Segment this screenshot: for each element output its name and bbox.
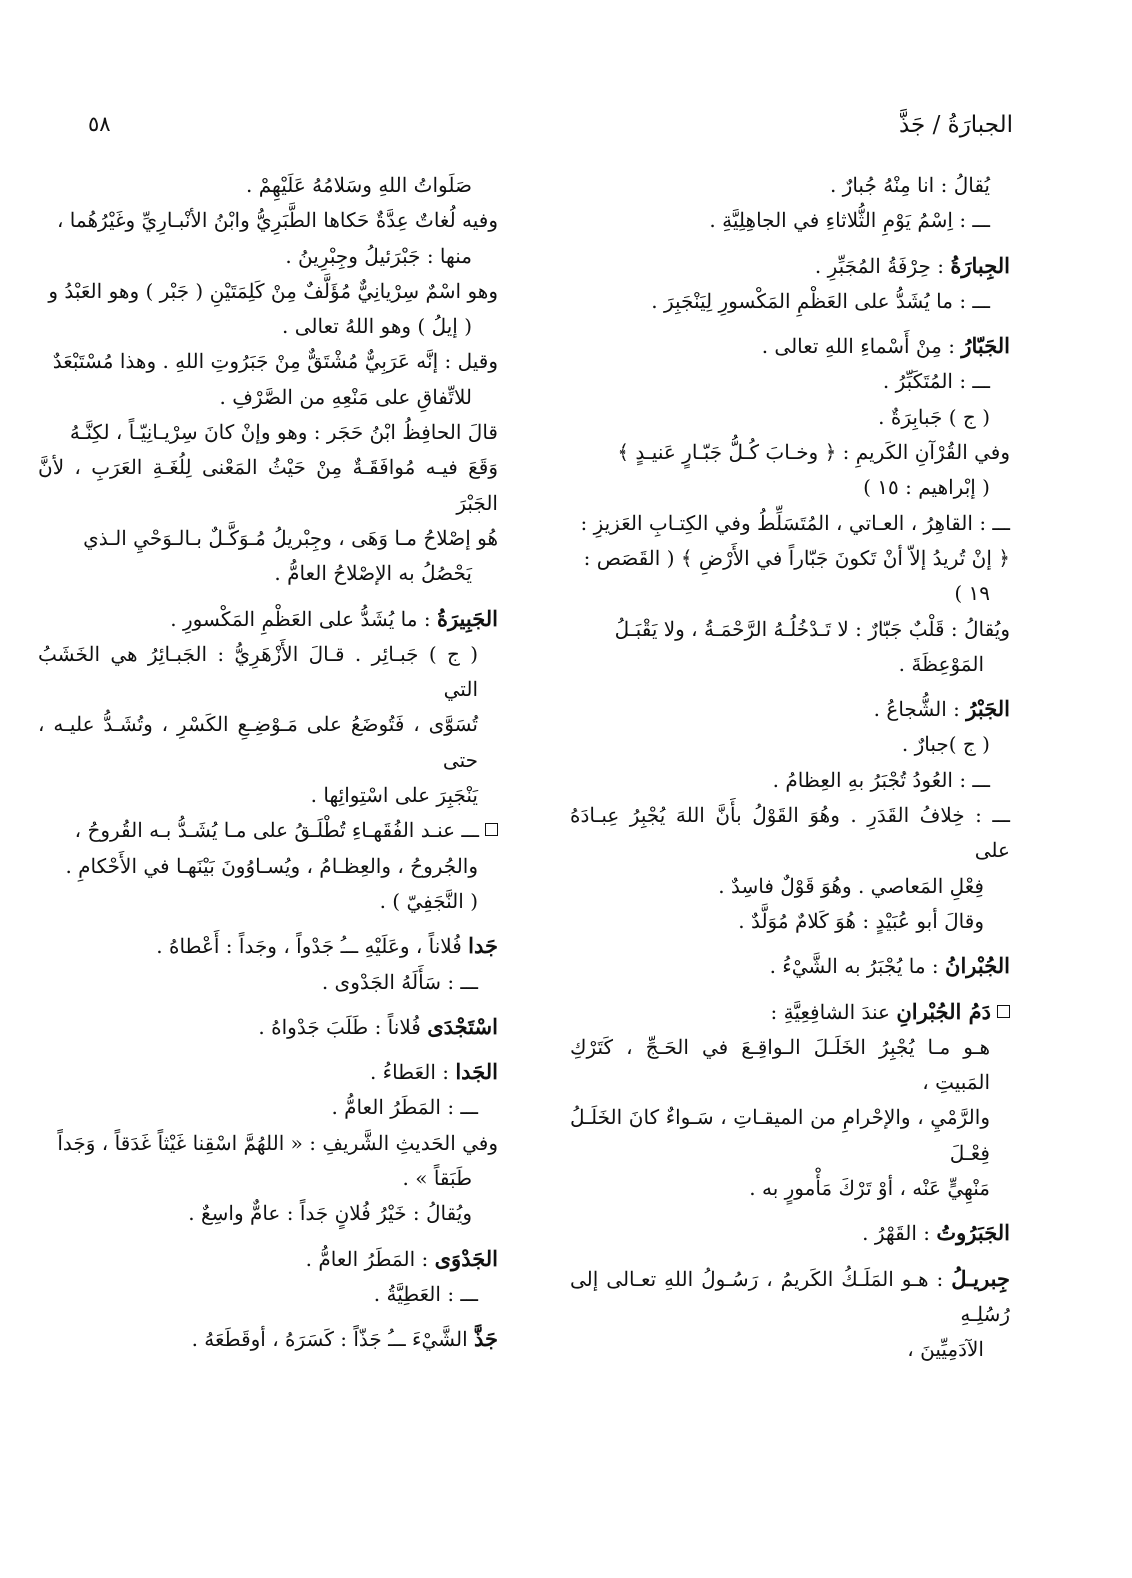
definition-text: والرَّمْيِ ، والإحْرامِ من الميقـاتِ ، سَـواءٌ كانَ الخَلَـلُ فِعْـلَ [570,1105,990,1165]
dictionary-entry [38,1009,498,1045]
entry-line [38,778,498,813]
definition-text: : مِنْ أَسْماءِ اللهِ تعالى . [761,334,962,359]
entry-line [38,813,498,848]
definition-text: ( ج ) جَبابِرَةٌ . [878,404,990,429]
entry-line [570,691,1010,727]
definition-text: ـــ : العُودُ تُجْبَرُ بهِ العِظامُ . [772,767,990,792]
dictionary-entry [570,994,1010,1207]
entry-line [38,1126,498,1161]
headword: دَمُ الجُبْرانِ [896,998,991,1024]
entry-line [570,400,1010,435]
square-marker-icon [485,823,498,836]
definition-text: للاتِّفاقِ على مَنْعِهِ من الصَّرْفِ . [219,384,472,409]
definition-text: يَحْصُلُ به الإصْلاحُ العامُّ . [274,561,472,586]
definition-text: هُو إصْلاحُ مـا وَهَى ، وجِبْريلُ مُـوَكَّـلٌ بـالـوَحْيِ الـذي [83,525,498,550]
definition-text: صَلَواتُ اللهِ وسَلامُهُ عَلَيْهِمْ . [245,173,472,197]
definition-text: ـــ عنـد الفُقَهـاءِ تُطْلَـقُ على مـا يُشَـدُّ بـه القُروحُ ، [74,818,479,843]
definition-text: ١٩ ) [954,581,990,606]
definition-text: وفيه لُغاتٌ عِدَّةٌ حَكاها الطَّبَرِيُّ وابْنُ الأنْبـارِيِّ وغَيْرُهُما ، [56,208,498,233]
dictionary-entry [38,601,498,920]
definition-text: الآدَمِيِّينَ ، [907,1337,984,1362]
definition-text: فُلاناً ، وعَلَيْهِ ـــُ جَدْواً ، وجَداً : أَعْطاهُ . [156,934,469,959]
headword: جَدا [468,933,498,959]
entry-line [38,1277,498,1312]
definition-text: ـــ : القاهِرُ ، العـاتي ، المُتَسَلِّطُ وفي الكِتـابِ العَزيزِ : [580,510,1010,535]
entry-line [570,328,1010,364]
definition-text: ويُقالُ : قَلْبٌ جَبّارٌ : لا تَـدْخُلُـهُ الرَّحْمَـةُ ، ولا يَقْبَـلُ [614,616,1010,641]
definition-text: هـو مـا يُجْبِرُ الخَلَـلَ الـواقِـعَ في الحَـجِّ ، كَتَرْكِ المَبيتِ ، [570,1034,990,1095]
entry-line [570,168,1010,203]
entry-line [38,849,498,884]
entry-line [38,415,498,450]
definition-text: ـــ : العَطِيَّةُ . [373,1281,478,1306]
headword: الجَبْرُ [966,696,1010,722]
entry-line [570,612,1010,647]
definition-text: المَوْعِظَةَ . [898,651,984,676]
definition-text: ـــ : اِسْمُ يَوْمِ الثُّلاثاءِ في الجاهِلِيَّةِ . [709,208,990,233]
running-head: الجبارَةُ / جَذَّ [898,112,1013,138]
definition-text: ( ج ) جَبـائِر . قـالَ الأَزْهَرِيُّ : الجَبـائِرُ هي الخَشَبُ التي [38,641,478,702]
definition-text: ( إيلُ ) وهو اللهُ تعالى . [282,314,472,339]
definition-text: ـــ : ما يُشَدُّ على العَظْمِ المَكْسورِ لِيَنْجَبِرَ . [651,288,990,313]
entry-line [570,994,1010,1030]
entry-line [570,647,1010,682]
entry-line [38,1241,498,1277]
definition-text: : العَطاءُ . [369,1060,456,1085]
definition-text: : الشُّجاعُ . [873,697,967,722]
dictionary-entry [38,1241,498,1313]
definition-text: ويُقالُ : خَيْرُ فُلانٍ جَداً : عامٌّ واسِعٌ . [188,1201,472,1226]
entry-line [38,707,498,778]
entry-line [570,1332,1010,1367]
entry-line [570,1215,1010,1251]
entry-line [570,948,1010,984]
definition-text: عندَ الشافِعِيَّةِ : [770,999,897,1024]
dictionary-entry [570,248,1010,320]
entry-line [38,1009,498,1045]
dictionary-entry [570,691,1010,939]
headword: الجَبَرُوتُ [936,1220,1010,1246]
entry-line [570,470,1010,505]
entry-line [570,364,1010,399]
headword: اسْتَجْدَى [427,1013,498,1039]
definition-text: ـــ : سَأَلَهُ الجَدْوى . [321,969,478,994]
definition-text: وقالَ أبو عُبَيْدٍ : هُوَ كَلامٌ مُوَلَّدٌ . [738,908,984,933]
headword: الجَبِيرَةُ [436,605,498,631]
entry-line [38,1054,498,1090]
entry-line [38,450,498,521]
entry-line [570,763,1010,798]
entry-line [570,869,1010,904]
entry-line [38,309,498,344]
entry-line [38,637,498,708]
definition-text: ( إبْراهيم : ١٥ ) [863,475,990,500]
entry-line [570,506,1010,541]
entry-line [570,1030,1010,1101]
entry-line [570,1171,1010,1206]
entry-line [38,521,498,556]
definition-text: طَبَقاً » . [402,1166,472,1191]
entry-line [38,380,498,415]
headword: جَذَّ [473,1326,498,1352]
definition-text: ـــ : المُتَكَبِّرُ . [882,369,990,394]
definition-text: : حِرْفَةُ المُجَبِّرِ . [814,253,951,278]
definition-text: : القَهْرُ . [862,1221,937,1246]
entry-line [38,884,498,919]
definition-text: ( النَّجَفِيّ ) . [379,888,478,913]
definition-text: مَنْهِيٍّ عَنْه ، أوْ تَرْكَ مَأْمورٍ به . [749,1176,990,1201]
definition-text: وفي القُرْآنِ الكَريمِ : ﴿ وخـابَ كُـلُّ جَبّـارٍ عَنيـدٍ ﴾ [617,440,1010,465]
definition-text: ﴿ إنْ تُريدُ إلاّ أنْ تَكونَ جَبّاراً في الأَرْضِ ﴾ ( القَصَص : [583,545,1010,570]
dictionary-entry [38,928,498,1000]
definition-text: تُسَوَّى ، فَتُوضَعُ على مَـوْضِـعِ الكَسْرِ ، وتُشَـدُّ عليـه ، حتى [38,712,478,772]
entry-line [570,1100,1010,1171]
definition-text: قالَ الحافِظُ ابْنُ حَجَر : وهو وإنْ كانَ سِرْيـانِيّـاً ، لكِنَّـهُ [69,420,498,445]
definition-text: يَنْجَبِرَ على اسْتِوائِها . [310,783,478,808]
entry-line [38,168,498,203]
dictionary-entry [570,1215,1010,1251]
definition-text: وقيل : إنَّه عَرَبِيٌّ مُشْتَقٌّ مِنْ جَبَرُوتِ اللهِ . وهذا مُسْتَبْعَدٌ [52,349,498,374]
definition-text: : ما يُشَدُّ على العَظْمِ المَكْسورِ . [170,606,437,631]
definition-text: : هـو المَلَـكُ الكَريمُ ، رَسُـولُ اللهِ تعـالى إلى رُسُلِـهِ [570,1266,1010,1326]
dictionary-entry [570,168,1010,239]
entry-line [38,274,498,309]
definition-text: يُقالُ : انا مِنْهُ جُبارٌ . [829,173,990,197]
definition-text: فِعْلِ المَعاصي . وهُوَ قَوْلٌ فاسِدٌ . [718,873,984,898]
dictionary-entry [38,1054,498,1231]
entry-line [38,1161,498,1196]
entry-line [38,1090,498,1125]
entry-line [38,928,498,964]
entry-line [570,284,1010,319]
entry-line [570,435,1010,470]
entry-line [570,727,1010,762]
entry-line [38,965,498,1000]
entry-line [38,239,498,274]
headword: جِبريـلُ [951,1265,1010,1291]
headword: الجَدْوَى [434,1245,498,1271]
headword: الجَبّارُ [961,333,1010,359]
definition-text: منها : جَبْرَئيلُ وجِبْرِينُ . [285,243,472,268]
right-column [570,168,1010,1377]
definition-text: الشَّيْءَ ـــُ جَذّاً : كَسَرَهُ ، أوقَطَعَهُ . [191,1327,474,1352]
entry-line [38,203,498,238]
entry-line [38,601,498,637]
definition-text: وفي الحَديثِ الشَّريفِ : « اللهُمَّ اسْقِنا غَيْثاً غَدَقاً ، وَجَداً [57,1130,498,1155]
definition-text: والجُروحُ ، والعِظـامُ ، ويُسـاوُونَ بَيْنَهـا في الأَحْكامِ . [65,853,478,878]
page-header [88,112,1013,152]
entry-line [570,1261,1010,1333]
definition-text: : ما يُجْبَرُ به الشَّيْءُ . [769,954,946,979]
entry-line [570,541,1010,576]
dictionary-entry [38,168,498,592]
definition-text: فُلاناً : طَلَبَ جَدْواهُ . [258,1014,428,1039]
entry-line [38,344,498,379]
definition-text: ( ج )جبارٌ . [901,732,990,757]
entry-line [570,798,1010,869]
entry-line [38,556,498,591]
page-number: ٥٨ [88,112,111,136]
headword: الجَدا [455,1059,498,1085]
square-marker-icon [997,1005,1010,1018]
entry-line [570,904,1010,939]
entry-line [38,1321,498,1357]
entry-line [570,248,1010,284]
entry-line [570,576,1010,611]
entry-line [570,203,1010,238]
dictionary-entry [570,328,1010,682]
headword: الجُبْرانُ [945,953,1010,979]
definition-text: : المَطَرُ العامُّ . [305,1246,435,1271]
entry-line [38,1196,498,1231]
dictionary-entry [38,1321,498,1357]
definition-text: ـــ : المَطَرُ العامُّ . [331,1095,478,1120]
headword: الجِبارَةُ [950,252,1010,278]
definition-text: وَقَعَ فيـه مُوافَقَـةٌ مِنْ حَيْثُ المَعْنى لِلُغَـةِ العَرَبِ ، لأنَّ الجَبْرَ [38,455,498,515]
definition-text: ـــ : خِلافُ القَدَرِ . وهُوَ القَوْلُ بأَنَّ اللهَ يُجْبِرُ عِبـادَهُ على [570,803,1010,863]
dictionary-entry [570,1261,1010,1368]
left-column [38,168,498,1367]
definition-text: وهو اسْمٌ سِرْيانِيٌّ مُؤَلَّفٌ مِنْ كَلِمَتَيْنِ ( جَبْر ) وهو العَبْدُ و [48,278,498,303]
dictionary-entry [570,948,1010,984]
